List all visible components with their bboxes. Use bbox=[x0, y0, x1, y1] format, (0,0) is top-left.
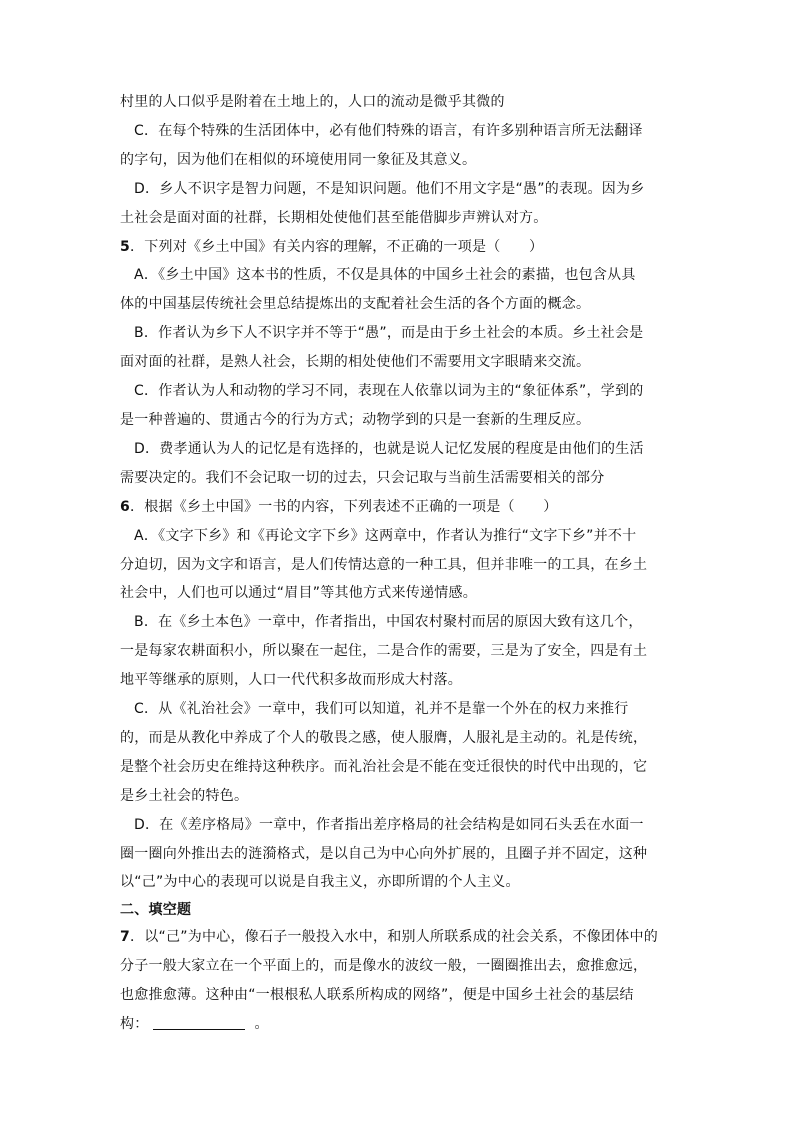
q4-line: 村里的人口似乎是附着在土地上的，人口的流动是微乎其微的 bbox=[120, 94, 505, 110]
question-7-answer-line bbox=[120, 1010, 668, 1039]
q4-option-d-cont: 土社会是面对面的社群，长期相处使他们甚至能借脚步声辨认对方。 bbox=[120, 209, 548, 226]
q6-option-d-cont: 以“己”为中心的表现可以说是自我主义，亦即所谓的个人主义。 bbox=[120, 874, 520, 891]
q6-option-c: C．从《礼治社会》一章中，我们可以知道，礼并不是靠一个外在的权力来推行 bbox=[134, 701, 629, 718]
question-6-number: 6 bbox=[120, 498, 130, 515]
q5-option-b: B．作者认为乡下人不识字并不等于“愚”，而是由于乡土社会的本质。乡土社会是 bbox=[134, 325, 644, 342]
q6-option-a: A．《文字下乡》和《再论文字下乡》这两章中，作者认为推行“文字下乡”并不十 bbox=[134, 527, 637, 544]
q5-option-a: A．《乡土中国》这本书的性质，不仅是具体的中国乡土社会的素描，也包含从具 bbox=[134, 267, 636, 284]
q5-option-b-cont: 面对面的社群，是熟人社会，长期的相处使他们不需要用文字眼睛来交流。 bbox=[120, 354, 591, 371]
q4-option-d: D．乡人不识字是智力问题，不是知识问题。他们不用文字是“愚”的表现。因为乡 bbox=[134, 180, 645, 197]
question-7-text: ．以“己”为中心，像石子一般投入水中，和别人所联系成的社会关系，不像团体中的 bbox=[130, 929, 659, 946]
question-5-stem bbox=[120, 233, 668, 262]
q5-option-a-cont: 体的中国基层传统社会里总结提炼出的支配着社会生活的各个方面的概念。 bbox=[120, 296, 591, 313]
q6-option-c-cont: 是整个社会历史在维持这种秩序。而礼治社会是不能在变迁很快的时代中出现的，它 bbox=[120, 758, 648, 775]
question-7-answer-prefix: 构： bbox=[120, 1016, 149, 1033]
question-6-stem bbox=[120, 493, 668, 522]
question-6-text: ．根据《乡土中国》一书的内容，下列表述不正确的一项是（ ） bbox=[130, 498, 558, 515]
q6-option-a-cont: 分迫切，因为文字和语言，是人们传情达意的一种工具，但并非唯一的工具，在乡土 bbox=[120, 556, 648, 573]
q6-option-d-cont: 圈一圈向外推出去的涟漪格式，是以自己为中心向外扩展的，且圈子并不固定，这种 bbox=[120, 845, 648, 862]
question-7-cont: 分子一般大家立在一个平面上的，而是像水的波纹一般，一圈圈推出去，愈推愈远， bbox=[120, 958, 648, 975]
q4-option-c-cont: 的字句，因为他们在相似的环境使用同一象征及其意义。 bbox=[120, 151, 477, 168]
q4-option-c: C．在每个特殊的生活团体中，必有他们特殊的语言，有许多别种语言所无法翻译 bbox=[134, 122, 643, 139]
q6-option-b-cont: 地平等继承的原则，人口一代代积多故而形成大村落。 bbox=[120, 672, 462, 689]
question-5-number: 5 bbox=[120, 238, 130, 255]
q6-option-c-cont: 是乡土社会的特色。 bbox=[120, 787, 249, 804]
q5-option-d: D．费孝通认为人的记忆是有选择的，也就是说人记忆发展的程度是由他们的生活 bbox=[134, 440, 644, 457]
question-7-answer-suffix: 。 bbox=[254, 1016, 269, 1033]
q6-option-d: D．在《差序格局》一章中，作者指出差序格局的社会结构是如同石头丢在水面一 bbox=[134, 816, 644, 833]
q5-option-d-cont: 需要决定的。我们不会记取一切的过去，只会记取与当前生活需要相关的部分 bbox=[120, 469, 605, 486]
q6-option-c-cont: 的，而是从教化中养成了个人的敬畏之感，使人服膺，人服礼是主动的。礼是传统， bbox=[120, 729, 648, 746]
q5-option-c-cont: 是一种普遍的、贯通古今的行为方式；动物学到的只是一套新的生理反应。 bbox=[120, 411, 591, 428]
document-content bbox=[120, 88, 668, 1039]
question-7-number: 7 bbox=[120, 929, 130, 946]
q5-option-c: C．作者认为人和动物的学习不同，表现在人依靠以词为主的“象征体系”，学到的 bbox=[134, 383, 644, 400]
question-7-line bbox=[120, 923, 668, 952]
q6-option-b-cont: 一是每家农耕面积小，所以聚在一起住，二是合作的需要，三是为了安全，四是有土 bbox=[120, 643, 648, 660]
question-5-text: ．下列对《乡土中国》有关内容的理解，不正确的一项是（ ） bbox=[130, 238, 544, 255]
section-title: 二、填空题 bbox=[120, 902, 192, 919]
answer-blank[interactable] bbox=[153, 1015, 245, 1030]
q6-option-b: B．在《乡土本色》一章中，作者指出，中国农村聚村而居的原因大致有这几个， bbox=[134, 614, 643, 631]
q6-option-a-cont: 社会中，人们也可以通过“眉目”等其他方式来传递情感。 bbox=[120, 585, 478, 602]
question-7-cont: 也愈推愈薄。这种由“一根根私人联系所构成的网络”，便是中国乡土社会的基层结 bbox=[120, 987, 634, 1004]
